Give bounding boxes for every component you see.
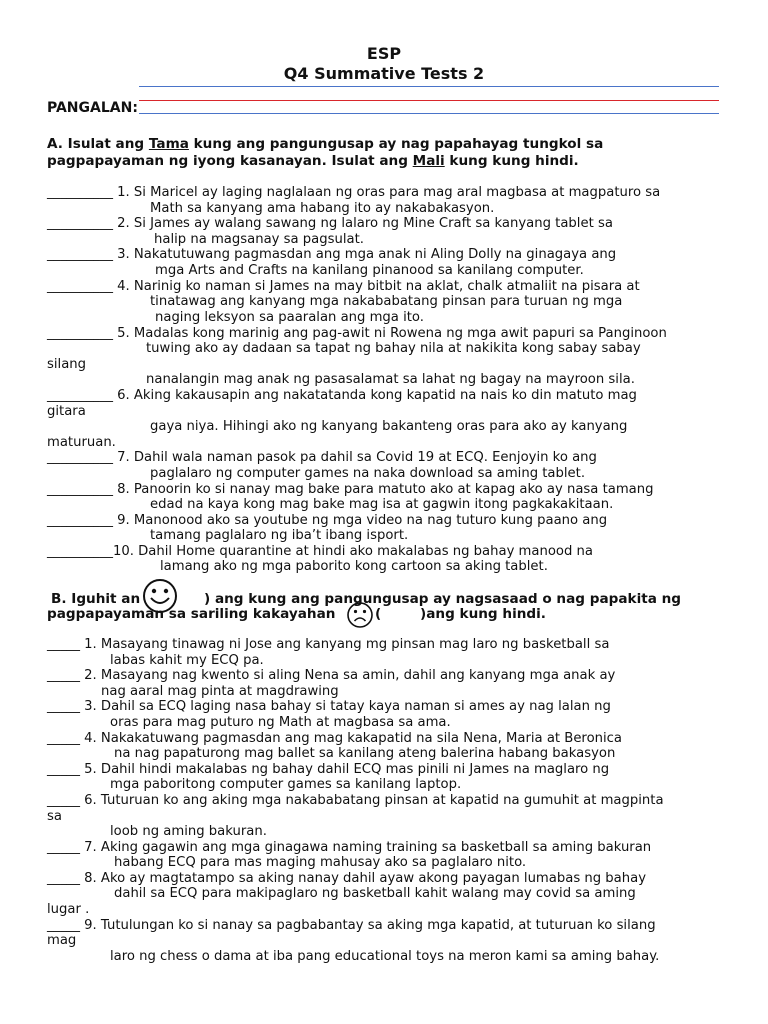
b-line: dahil sa ECQ para makipaglaro ng basketball kahit walang may covid sa aming [114, 886, 636, 901]
b-line: _____ 3. Dahil sa ECQ laging nasa bahay si tatay kaya naman si ames ay nag lalan ng [47, 699, 611, 714]
b-line: loob ng aming bakuran. [110, 824, 267, 839]
a-line: gaya niya. Hihingi ako ng kanyang bakanteng oras para ako ay kanyang [150, 419, 628, 434]
a-line: gitara [47, 404, 86, 419]
b-line: _____ 5. Dahil hindi makalabas ng bahay dahil ECQ mas pinili ni James na maglaro ng [47, 762, 610, 777]
b-line: oras para mag puturo ng Math at magbasa sa ama. [110, 715, 451, 730]
b-line: habang ECQ para mas maging mahusay ako sa paglalaro nito. [114, 855, 527, 870]
a-line: naging leksyon sa paaralan ang mga ito. [155, 310, 424, 325]
b-line: na nag papaturong mag ballet sa kanilang ateng balerina habang bakasyon [114, 746, 616, 761]
b-line: _____ 4. Nakakatuwang pagmasdan ang mag kakapatid na sila Nena, Maria at Beronica [47, 731, 622, 746]
a-line: nanalangin mag anak ng pasasalamat sa lahat ng bagay na mayroon sila. [146, 372, 635, 387]
name-label: PANGALAN: [47, 100, 138, 116]
b-line: mga paboritong computer games sa kanilang laptop. [110, 777, 462, 792]
a-line: __________ 7. Dahil wala naman pasok pa dahil sa Covid 19 at ECQ. Eenjoyin ko ang [47, 450, 597, 465]
subject-title: ESP [366, 44, 402, 63]
a-line: tamang paglalaro ng iba’t ibang isport. [150, 528, 409, 543]
section-b-instruction-part-a: B. Iguhit an [51, 591, 141, 607]
b-line: _____ 8. Ako ay magtatampo sa aking nanay dahil ayaw akong payagan lumabas ng bahay [47, 871, 646, 886]
section-b-instruction-part-d: ( [375, 606, 382, 622]
a-line: Math sa kanyang ama habang ito ay nakabakasyon. [150, 201, 495, 216]
a-line: __________ 1. Si Maricel ay laging naglalaan ng oras para mag aral magbasa at magpaturo sa [47, 185, 661, 200]
a-line: lamang ako ng mga paborito kong cartoon sa aking tablet. [160, 559, 548, 574]
a-line: maturuan. [47, 435, 116, 450]
section-b-instruction-part-e: )ang kung hindi. [420, 606, 546, 622]
a-line: __________ 4. Narinig ko naman si James na may bitbit na aklat, chalk atmaliit na pisara at [47, 279, 640, 294]
a-line: edad na kaya kong mag bake mag isa at gagwin itong pagkakakitaan. [150, 497, 614, 512]
a-line: mga Arts and Crafts na kanilang pinanood sa kanilang computer. [155, 263, 584, 278]
b-line: _____ 2. Masayang nag kwento si aling Nena sa amin, dahil ang kanyang mga anak ay [47, 668, 616, 683]
b-line: mag [47, 933, 77, 948]
a-line: tinatawag ang kanyang mga nakababatang pinsan para turuan ng mga [150, 294, 623, 309]
b-line: _____ 7. Aking gagawin ang mga ginagawa naming training sa basketball sa aming bakuran [47, 840, 652, 855]
name-rule-red [139, 100, 719, 101]
a-line: tuwing ako ay dadaan sa tapat ng bahay nila at nakikita kong sabay sabay [146, 341, 641, 356]
b-line: _____ 1. Masayang tinawag ni Jose ang kanyang mg pinsan mag laro ng basketball sa [47, 637, 610, 652]
a-line: __________ 3. Nakatutuwang pagmasdan ang mga anak ni Aling Dolly na ginagaya ang [47, 247, 617, 262]
b-line: nag aaral mag pinta at magdrawing [101, 684, 339, 699]
a-line: __________10. Dahil Home quarantine at hindi ako makalabas ng bahay manood na [47, 544, 593, 559]
test-title: Q4 Summative Tests 2 [283, 64, 485, 83]
a-line: silang [47, 357, 87, 372]
a-line: __________ 8. Panoorin ko si nanay mag bake para matuto ako at kapag ako ay nasa tamang [47, 482, 654, 497]
a-line: halip na magsanay sa pagsulat. [154, 232, 364, 247]
b-line: lugar . [47, 902, 90, 917]
b-line: sa [47, 809, 62, 824]
a-line: __________ 2. Si James ay walang sawang ng lalaro ng Mine Craft sa kanyang tablet sa [47, 216, 613, 231]
b-line: _____ 6. Tuturuan ko ang aking mga nakababatang pinsan at kapatid na gumuhit at magpinta [47, 793, 664, 808]
name-rule-blue [139, 113, 719, 114]
a-line: __________ 5. Madalas kong marinig ang pag-awit ni Rowena ng mga awit papuri sa Panginoon [47, 326, 667, 341]
frowning-face-icon [346, 601, 374, 629]
b-line: _____ 9. Tutulungan ko si nanay sa pagbabantay sa aking mga kapatid, at tuturuan ko silang [47, 918, 656, 933]
section-b-instruction-part-c: pagpapayaman sa sariling kakayahan [47, 606, 336, 622]
b-line: laro ng chess o dama at iba pang educational toys na meron kami sa aming bahay. [110, 949, 660, 964]
section-b-instruction-part-b: ) ang kung ang pangungusap ay nagsasaad o nag papakita ng [204, 591, 682, 607]
section-a-instruction-line1: A. Isulat ang Tama kung ang pangungusap ay nag papahayag tungkol sa [47, 136, 604, 152]
title-rule [139, 86, 719, 87]
a-line: __________ 9. Manonood ako sa youtube ng mga video na nag tuturo kung paano ang [47, 513, 608, 528]
b-line: labas kahit my ECQ pa. [110, 653, 264, 668]
a-line: __________ 6. Aking kakausapin ang nakatatanda kong kapatid na nais ko din matuto mag [47, 388, 637, 403]
a-line: paglalaro ng computer games na naka download sa aming tablet. [150, 466, 586, 481]
section-a-instruction-line2: pagpapayaman ng iyong kasanayan. Isulat ang Mali kung kung hindi. [47, 153, 579, 169]
